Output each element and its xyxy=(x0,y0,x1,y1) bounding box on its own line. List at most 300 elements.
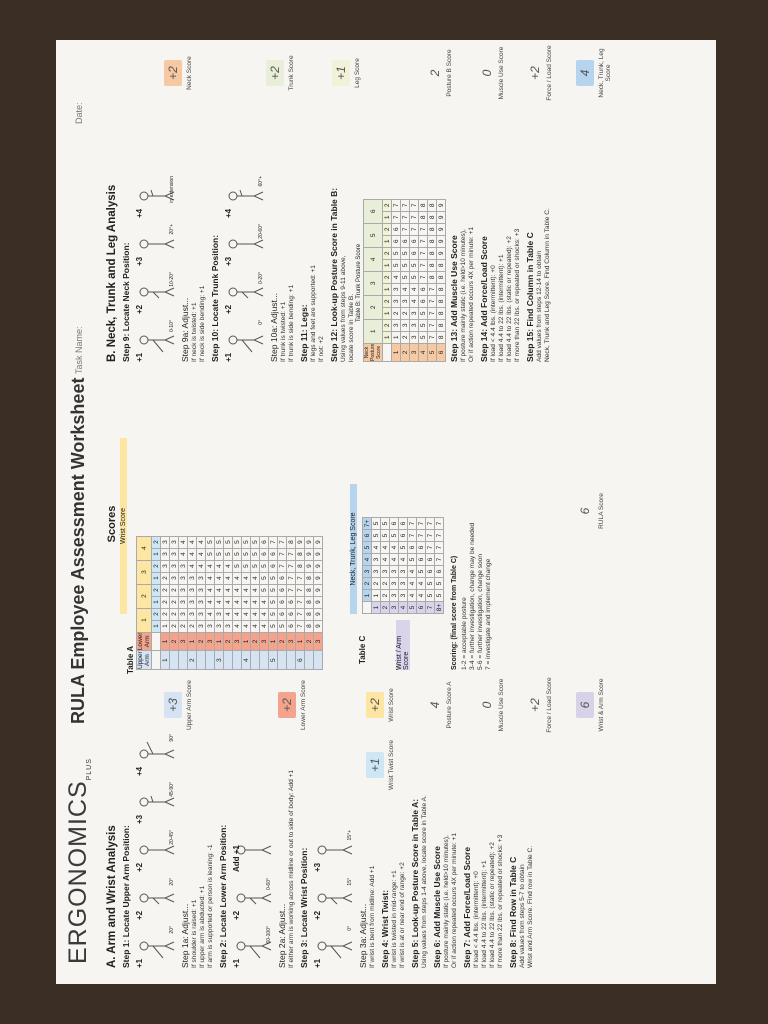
upper-arm-score-label: Upper Arm Score xyxy=(186,680,193,730)
table-b-cell: 3 xyxy=(410,307,419,319)
table-a-cell: 9 xyxy=(305,536,314,548)
posture-figure xyxy=(232,926,272,968)
table-a-cell: 4 xyxy=(233,596,242,608)
table-b-legs-cell: 2 xyxy=(383,223,392,235)
table-c-cell: 5 xyxy=(426,590,435,602)
table-a-wrist-col: 2 xyxy=(137,584,152,608)
table-c-cell: 4 xyxy=(417,590,426,602)
table-a-upper-header: Upper Arm xyxy=(137,651,151,669)
force-load-a-box[interactable]: +2 xyxy=(528,698,542,712)
table-c-cell: 3 xyxy=(390,578,399,590)
table-a-cell: 9 xyxy=(314,584,323,596)
table-c-col: 1 xyxy=(363,590,372,602)
table-a-cell: 2 xyxy=(161,596,170,608)
table-a-cell: 5 xyxy=(251,560,260,572)
table-c-cell: 4 xyxy=(381,542,390,554)
posture-a-score-box[interactable]: 4 xyxy=(428,701,442,709)
lower-arm-figures xyxy=(230,688,274,968)
table-c-cell: 4 xyxy=(399,554,408,566)
table-b-cell: 7 xyxy=(419,247,428,259)
step1a-line-2: If upper arm is abducted: +1 xyxy=(199,885,206,968)
force-load-b-box[interactable]: +2 xyxy=(528,66,542,80)
table-b-cell: 7 xyxy=(428,331,437,343)
table-a-cell: 4 xyxy=(215,572,224,584)
table-c-row xyxy=(372,518,381,614)
figure-angle: 0° xyxy=(347,926,353,931)
table-b-cell: 9 xyxy=(437,223,446,235)
date-label: Date: xyxy=(74,102,84,124)
table-c-col: 5 xyxy=(363,542,372,554)
step6-line-2: Or if action repeated occurs 4X per minute: +1 xyxy=(451,832,458,968)
table-b-cell: 8 xyxy=(428,211,437,223)
table-a-cell: 7 xyxy=(296,596,305,608)
table-a-row xyxy=(197,536,206,669)
table-c-cell: 5 xyxy=(390,530,399,542)
table-a-cell: 6 xyxy=(278,584,287,596)
table-c-row-header: Wrist / Arm Score xyxy=(396,620,410,670)
table-a-cell: 3 xyxy=(161,560,170,572)
table-c-cell: 6 xyxy=(399,530,408,542)
table-b-cell: 7 xyxy=(401,211,410,223)
table-b-cell: 8 xyxy=(428,235,437,247)
table-a-cell: 9 xyxy=(314,608,323,620)
posture-figure xyxy=(224,176,264,218)
step14-line-3: If load 4.4 to 22 lbs. (static or repeated): +2 xyxy=(506,236,513,362)
table-a-upper-cell xyxy=(170,651,179,670)
table-b-cell: 5 xyxy=(419,331,428,343)
table-a-upper-cell xyxy=(287,651,296,670)
table-b-legs-row xyxy=(383,199,392,361)
table-c-cell: 7 xyxy=(426,518,435,530)
table-b-cell: 7 xyxy=(428,319,437,331)
page-title: RULA Employee Assessment Worksheet xyxy=(68,377,88,724)
lower-arm-score-label: Lower Arm Score xyxy=(300,680,307,730)
wrist-arm-score-box[interactable]: 6 xyxy=(576,692,594,718)
step14-title: Step 14: Add Force/Load Score xyxy=(479,236,489,362)
table-c-cell: 3 xyxy=(381,566,390,578)
table-b-row xyxy=(410,199,419,361)
table-a-row xyxy=(233,536,242,669)
table-b-cell: 5 xyxy=(419,307,428,319)
table-a-cell: 9 xyxy=(314,548,323,560)
scores-column xyxy=(106,374,706,674)
table-a-row xyxy=(296,536,305,669)
table-a-cell: 4 xyxy=(242,584,251,596)
table-a-cell: 3 xyxy=(170,572,179,584)
table-a-cell: 3 xyxy=(197,596,206,608)
table-c-cell: 4 xyxy=(390,542,399,554)
posture-figure xyxy=(135,224,175,266)
table-a-lower-cell: 2 xyxy=(251,632,260,651)
neck-score-box[interactable]: +2 xyxy=(164,60,182,86)
table-a-cell: 3 xyxy=(179,560,188,572)
table-c-cell: 1 xyxy=(372,590,381,602)
table-c-cell: 7 xyxy=(435,542,444,554)
table-a-cell: 3 xyxy=(188,596,197,608)
table-a-upper-cell xyxy=(233,651,242,670)
table-b-legs-cell: 2 xyxy=(383,199,392,211)
table-a-cell: 7 xyxy=(296,572,305,584)
table-b-cell: 9 xyxy=(437,211,446,223)
posture-b-score-label: Posture B Score xyxy=(446,49,453,97)
table-b-cell: 3 xyxy=(392,283,401,295)
section-a xyxy=(106,677,706,968)
table-a-upper-cell xyxy=(314,651,323,670)
table-a-cell: 4 xyxy=(242,596,251,608)
table-a-cell: 3 xyxy=(179,596,188,608)
table-b-cell: 6 xyxy=(392,235,401,247)
wrist-score-label: Wrist Score xyxy=(388,688,395,722)
table-c-cell: 5 xyxy=(372,518,381,530)
table-a-cell: 5 xyxy=(269,596,278,608)
lower-arm-score-box[interactable]: +2 xyxy=(278,692,296,718)
table-a-upper-cell xyxy=(278,651,287,670)
table-a-cell: 4 xyxy=(224,608,233,620)
table-a-cell: 9 xyxy=(314,536,323,548)
posture-figure xyxy=(224,320,264,362)
table-b-cell: 6 xyxy=(392,223,401,235)
table-a-cell: 4 xyxy=(215,584,224,596)
upper-arm-score-box[interactable]: +3 xyxy=(164,692,182,718)
table-c-cell: 4 xyxy=(390,554,399,566)
table-a-lower-header: Lower Arm xyxy=(137,632,151,651)
table-a-cell: 8 xyxy=(305,572,314,584)
table-b-cell: 6 xyxy=(419,295,428,307)
table-a-title: Table A xyxy=(126,645,135,674)
table-b-trunk-col: 1 xyxy=(364,319,383,343)
table-b-title: Table B: Trunk Posture Score xyxy=(356,243,362,322)
posture-figure xyxy=(224,224,264,266)
table-a-cell: 5 xyxy=(251,548,260,560)
table-a-cell: 9 xyxy=(314,572,323,584)
table-b-row-label: 3 xyxy=(410,343,419,361)
posture-b-score-box[interactable]: 2 xyxy=(428,69,442,77)
table-a-cell: 4 xyxy=(224,572,233,584)
table-a-cell: 5 xyxy=(269,620,278,632)
figure-angle: 10-20° xyxy=(169,272,175,287)
table-b-legs-cell: 1 xyxy=(383,307,392,319)
wrist-twist-score-box[interactable]: +1 xyxy=(366,752,384,778)
table-b-trunk-col: 2 xyxy=(364,295,383,319)
table-a-lower-cell: 1 xyxy=(296,632,305,651)
figure-angle: 60°+ xyxy=(258,176,264,187)
step2-title: Step 2: Locate Lower Arm Position: xyxy=(218,824,228,968)
table-a-cell: 7 xyxy=(287,560,296,572)
table-c-cell: 7 xyxy=(435,530,444,542)
step7-title: Step 7: Add Force/Load Score xyxy=(462,846,472,968)
table-a-header-row xyxy=(137,536,152,669)
table-a-cell: 4 xyxy=(233,572,242,584)
table-c-row xyxy=(381,518,390,614)
table-a-cell: 4 xyxy=(233,584,242,596)
table-a-cell: 4 xyxy=(206,560,215,572)
table-a-cell: 2 xyxy=(188,620,197,632)
table-a-cell: 5 xyxy=(224,548,233,560)
table-a-cell: 5 xyxy=(215,536,224,548)
table-b-cell: 5 xyxy=(392,259,401,271)
table-c-cell: 7 xyxy=(408,530,417,542)
step6-line-1: If posture mainly static (i.e. held>10 minutes), xyxy=(443,835,450,968)
wrist-score-box[interactable]: +2 xyxy=(366,692,384,718)
table-c-row-label: 5 xyxy=(408,602,417,614)
table-a-cell: 4 xyxy=(251,572,260,584)
step11-line-2: If not: +2 xyxy=(318,336,325,362)
table-c-cell: 7 xyxy=(426,530,435,542)
posture-figure xyxy=(135,926,175,968)
table-a-cell: 4 xyxy=(206,596,215,608)
table-b-cell: 4 xyxy=(410,283,419,295)
table-b-cell: 7 xyxy=(419,259,428,271)
posture-figure xyxy=(313,830,353,872)
figure-points: +3 xyxy=(135,256,144,266)
table-a-cell: 4 xyxy=(224,596,233,608)
table-a-cell: 3 xyxy=(170,548,179,560)
table-c-cell: 5 xyxy=(399,542,408,554)
table-b-cell: 8 xyxy=(419,211,428,223)
step9a-line-1: If neck is twisted: +1 xyxy=(191,302,198,362)
table-a-row xyxy=(305,536,314,669)
table-a-cell: 2 xyxy=(170,620,179,632)
neck-figures xyxy=(133,56,177,362)
table-a-cell: 6 xyxy=(287,620,296,632)
table-a-lower-cell: 2 xyxy=(278,632,287,651)
figure-points: +4 xyxy=(224,208,233,218)
table-c-cell: 6 xyxy=(426,566,435,578)
table-a-cell: 2 xyxy=(170,608,179,620)
table-b xyxy=(363,199,446,362)
step12-line-1: Using values from steps 9-11 above, xyxy=(340,255,347,362)
figure-points: +2 xyxy=(135,910,144,920)
table-a-lower-cell: 3 xyxy=(233,632,242,651)
table-b-cell: 7 xyxy=(428,295,437,307)
table-a-cell: 8 xyxy=(296,560,305,572)
table-b-cell: 4 xyxy=(410,295,419,307)
table-c-row xyxy=(399,518,408,614)
table-a-cell: 3 xyxy=(170,536,179,548)
step5-line-1: Using values from steps 1-4 above, locate score in Table A. xyxy=(421,795,428,968)
trunk-figures xyxy=(222,56,266,362)
table-c-cell: 7 xyxy=(426,542,435,554)
step2a-title: Step 2a: Adjust... xyxy=(277,903,287,968)
table-b-legs-cell: 2 xyxy=(383,271,392,283)
step1a-title: Step 1a: Adjust... xyxy=(180,903,190,968)
step8-line-2: Wrist and Arm Score. Find row in Table C. xyxy=(527,845,534,968)
table-b-legs-cell: 1 xyxy=(383,259,392,271)
figure-angle: 45-90° xyxy=(169,782,175,797)
table-a-cell: 2 xyxy=(161,584,170,596)
step15-line-2: Neck, Trunk and Leg Score. Find Column in Table C. xyxy=(544,208,551,362)
muscle-use-b-box[interactable]: 0 xyxy=(480,69,494,77)
table-c-cell: 6 xyxy=(426,554,435,566)
table-b-cell: 5 xyxy=(419,319,428,331)
table-a-cell: 8 xyxy=(305,620,314,632)
table-a-cell: 6 xyxy=(269,560,278,572)
table-a-lower-cell: 1 xyxy=(215,632,224,651)
figure-points: +1 xyxy=(135,958,144,968)
table-a-cell: 7 xyxy=(296,608,305,620)
table-a-cell: 8 xyxy=(305,608,314,620)
table-c-cell: 2 xyxy=(372,578,381,590)
table-a-upper-cell xyxy=(305,651,314,670)
table-c-header-row xyxy=(363,518,372,614)
table-c-cell: 6 xyxy=(417,554,426,566)
table-a-cell: 3 xyxy=(197,584,206,596)
step4-line-1: If wrist is twisted in mid-range: +1 xyxy=(391,870,398,968)
neck-score-label: Neck Score xyxy=(186,56,193,90)
table-b-cell: 7 xyxy=(410,199,419,211)
table-a-row xyxy=(161,536,170,669)
table-b-row-label: 1 xyxy=(392,343,401,361)
table-a-cell: 6 xyxy=(287,596,296,608)
table-a-row xyxy=(260,536,269,669)
worksheet-photo xyxy=(56,40,716,984)
table-a-cell: 7 xyxy=(269,536,278,548)
table-b-cell: 3 xyxy=(410,331,419,343)
table-b-cell: 8 xyxy=(437,259,446,271)
table-a-wrist-col: 3 xyxy=(137,560,152,584)
neck-trunk-leg-score-box[interactable]: 4 xyxy=(576,60,594,86)
table-b-cell: 8 xyxy=(437,271,446,283)
figure-angle: 20° xyxy=(169,926,175,934)
table-a-cell: 3 xyxy=(188,584,197,596)
posture-figure xyxy=(135,272,175,314)
table-a-upper-cell: 4 xyxy=(242,651,251,670)
step10a-line-2: If trunk is side bending: +1 xyxy=(288,284,295,362)
section-a-title: A. Arm and Wrist Analysis xyxy=(106,825,118,968)
muscle-use-a-label: Muscle Use Score xyxy=(498,678,505,732)
leg-score-box[interactable]: +1 xyxy=(332,60,350,86)
figure-angle: 60-100° xyxy=(266,926,272,944)
scoring-line-4: 7 = investigate and implement change xyxy=(485,558,492,670)
table-b-cell: 7 xyxy=(392,199,401,211)
rula-score-label: RULA Score xyxy=(598,493,605,529)
table-c-cell: 5 xyxy=(372,530,381,542)
table-a-cell: 6 xyxy=(278,608,287,620)
table-c-col: 4 xyxy=(363,554,372,566)
step10a-title: Step 10a: Adjust... xyxy=(269,293,279,362)
table-a-cell: 3 xyxy=(179,572,188,584)
table-a-cell: 5 xyxy=(251,536,260,548)
figure-angle: 0-10° xyxy=(169,320,175,333)
table-a-row xyxy=(251,536,260,669)
figure-angle: 15°+ xyxy=(347,830,353,841)
table-a-upper-cell: 5 xyxy=(269,651,278,670)
table-c-col: 2 xyxy=(363,578,372,590)
table-c-cell: 4 xyxy=(408,566,417,578)
table-b-row xyxy=(437,199,446,361)
table-a-upper-cell: 3 xyxy=(215,651,224,670)
table-b-cell: 6 xyxy=(410,247,419,259)
figure-points: +3 xyxy=(313,862,322,872)
table-a-cell: 3 xyxy=(215,608,224,620)
table-a-twist-cell: 1 xyxy=(152,620,161,632)
table-a-cell: 4 xyxy=(260,608,269,620)
trunk-score-box[interactable]: +2 xyxy=(266,60,284,86)
table-a-upper-cell xyxy=(179,651,188,670)
table-c-cell: 4 xyxy=(417,578,426,590)
table-b-cell: 8 xyxy=(428,259,437,271)
table-c-cell: 4 xyxy=(408,578,417,590)
table-a-row xyxy=(242,536,251,669)
table-b-legs-cell: 1 xyxy=(383,331,392,343)
figure-points: +2 xyxy=(313,910,322,920)
table-a-cell: 4 xyxy=(224,560,233,572)
table-a-cell: 5 xyxy=(206,548,215,560)
table-a-cell: 2 xyxy=(161,608,170,620)
scoring-line-2: 3-4 = further investigation, change may be needed xyxy=(469,522,476,670)
table-c-cell: 7 xyxy=(417,530,426,542)
table-a-cell: 4 xyxy=(224,584,233,596)
table-b-cell: 9 xyxy=(437,199,446,211)
table-c-cell: 5 xyxy=(381,518,390,530)
posture-figure xyxy=(224,272,264,314)
table-b-trunk-col: 3 xyxy=(364,271,383,295)
table-b-cell: 4 xyxy=(401,283,410,295)
table-a-cell: 7 xyxy=(278,548,287,560)
table-a-cell: 7 xyxy=(287,572,296,584)
table-c-row xyxy=(435,518,444,614)
table-a-cell: 4 xyxy=(233,608,242,620)
table-c-row xyxy=(426,518,435,614)
table-a-cell: 3 xyxy=(215,620,224,632)
table-a-cell: 5 xyxy=(242,536,251,548)
step1a-line-3: If arm is supported or person is leaning: -1 xyxy=(207,844,214,968)
table-a-cell: 9 xyxy=(296,536,305,548)
rula-score-box[interactable]: 6 xyxy=(578,507,592,515)
table-a-cell: 5 xyxy=(224,536,233,548)
figure-angle: 20-60° xyxy=(258,224,264,239)
table-a-row xyxy=(188,536,197,669)
table-a-twist-cell: 1 xyxy=(152,572,161,584)
worksheet-rotated xyxy=(56,40,716,984)
table-b-cell: 8 xyxy=(428,271,437,283)
header xyxy=(56,40,100,984)
table-a-cell: 3 xyxy=(224,620,233,632)
table-c-row-label: 1 xyxy=(372,602,381,614)
step6-title: Step 6: Add Muscle Use Score xyxy=(432,845,442,968)
step7-line-3: If load 4.4 to 22 lbs. (static or repeated): +2 xyxy=(489,842,496,968)
table-a-cell: 6 xyxy=(260,548,269,560)
table-c-cell: 7 xyxy=(435,518,444,530)
table-b-cell: 3 xyxy=(392,319,401,331)
neck-trunk-leg-score-label: Neck, Trunk, Leg Score xyxy=(598,48,612,98)
table-a-twist-cell: 2 xyxy=(152,560,161,572)
table-c-cell: 3 xyxy=(399,566,408,578)
table-a-cell: 4 xyxy=(251,608,260,620)
table-a-lower-cell: 1 xyxy=(161,632,170,651)
table-c-cell: 3 xyxy=(399,590,408,602)
posture-figure xyxy=(135,176,175,218)
posture-figure xyxy=(135,878,175,920)
table-b-row-label: 6 xyxy=(437,343,446,361)
table-a-cell: 8 xyxy=(305,596,314,608)
table-b-cell: 5 xyxy=(410,271,419,283)
table-c-col: 7+ xyxy=(363,518,372,530)
muscle-use-a-box[interactable]: 0 xyxy=(480,701,494,709)
table-a-row xyxy=(179,536,188,669)
table-a-cell: 4 xyxy=(260,620,269,632)
table-b-cell: 7 xyxy=(419,235,428,247)
table-b-cell: 2 xyxy=(392,307,401,319)
table-a-cell: 5 xyxy=(233,548,242,560)
step11-title: Step 11: Legs: xyxy=(299,304,309,362)
table-a-cell: 9 xyxy=(305,560,314,572)
step9-title: Step 9: Locate Neck Position: xyxy=(121,242,131,362)
table-c-cell: 7 xyxy=(435,554,444,566)
figure-points: +2 xyxy=(232,910,241,920)
table-c-row-label: 7 xyxy=(426,602,435,614)
step8-line-1: Add values from steps 5-7 to obtain xyxy=(519,864,526,968)
